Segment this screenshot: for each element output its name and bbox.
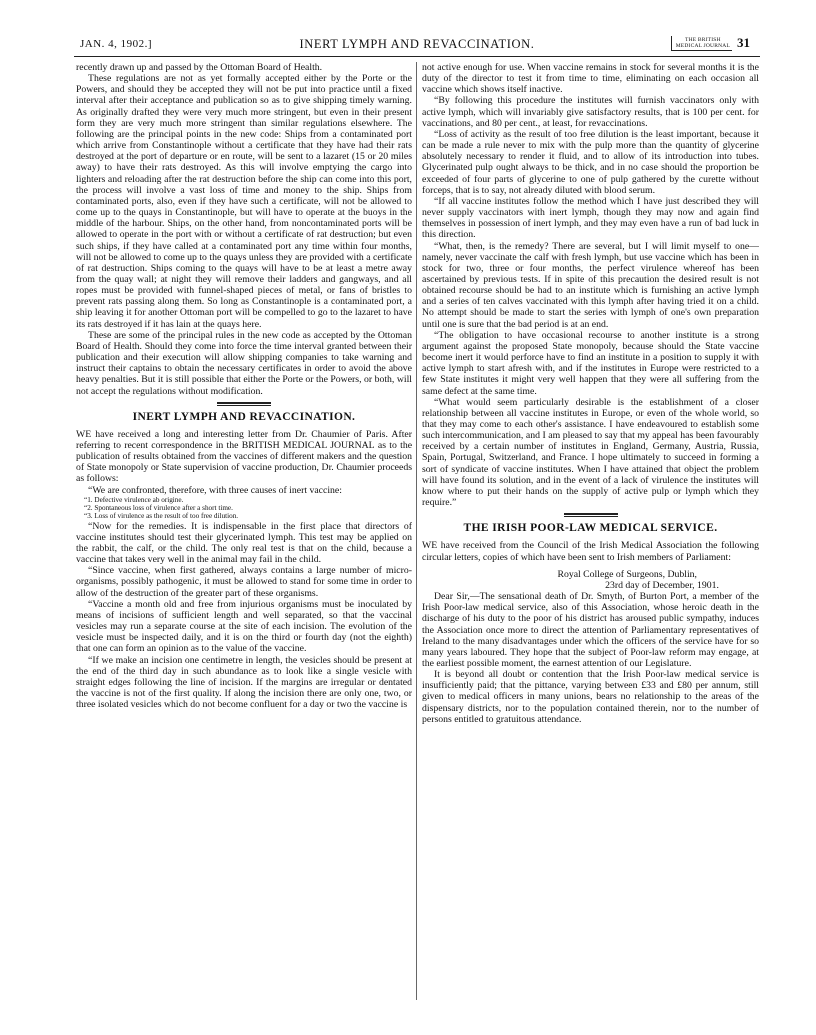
paragraph: These regulations are not as yet formally accepted either by the Porte or the Powers, and should they be accepted they will not be put into practice until a fixed interval after their acceptance and publication so as to give shipping timely warning. As originally drafted they were very much more stringent, but even in their present form they are very much more stringent than similar regulations elsewhere. The following are the principal points in the new code: Ships from a contaminated port which arrive from Constantinople without a certificate that they have had their rats destroyed at the port of departure or en route, will be sent to a lazaret (15 or 20 miles away) to have their rats destroyed. As this will involve emptying the cargo into lighters and reloading after the rat destruction before the ship can come into this port, the process will involve a vast loss of time and money to the ship. Ships from contaminated ports, also, even if they have such a certificate, will not be allowed to come up to the quays in Constantinople, but will have to operate at the buoys in the middle of the harbour. Ships, on the other hand, from noncontaminated ports will be allowed to operate in the port with or without a certificate of rat destruction; but even such ships, if they have called at a contaminated port any time within four months, will not be allowed to come up to the quays unless they are provided with a certificate of rat destruction. Ships coming to the quays will have to be at least a metre away from the quay wall; at night they will remove their ladders and gangways, and all ropes must be provided with funnel-shaped pieces of metal, or fans of bristles to prevent rats passing along them. So long as Constantinople is a contaminated port, a ship leaving it for another Ottoman port will be compelled to go to the lazaret to have its rats destroyed if it has lain at the quays here. xyxy=(76,73,412,330)
paragraph: “Vaccine a month old and free from injurious organisms must be inoculated by means of incisions of sufficient length and well separated, so that the vaccinal vesicles may run a separate course at the site of each incision. The evolution of the vesicle must be inspected daily, and it is on the third or fourth day (not the eighth) that one can form an opinion as to the value of the vaccine. xyxy=(76,598,412,655)
section-divider xyxy=(217,402,271,406)
section-heading-irish-poor-law: THE IRISH POOR-LAW MEDICAL SERVICE. xyxy=(463,522,718,535)
paragraph: Dear Sir,—The sensational death of Dr. Smyth, of Burton Port, a member of the Irish Poor-law medical service, also of this Association, whose heroic death in the discharge of his duty to the poor of his district has aroused public sympathy, induces the Association once more to direct the attention of Parliamentary representatives of Ireland to the many disadvantages under which the officers of the service have for so many years laboured. They hope that the subject of Poor-law reform may engage, at the earliest possible moment, the earnest attention of our Legislature. xyxy=(422,591,759,669)
issue-date: JAN. 4, 1902.] xyxy=(80,38,153,50)
journal-name-line2: MEDICAL JOURNAL xyxy=(675,42,730,49)
lead-word: WE xyxy=(422,540,438,552)
list-item: “1. Defective virulence ab origine. xyxy=(84,495,184,504)
journal-reference: BRITISH MEDICAL JOURNAL xyxy=(241,440,375,451)
journal-page xyxy=(74,34,760,1030)
paragraph: “What, then, is the remedy? There are several, but I will limit myself to one—namely, never vaccinate the calf with fresh lymph, but use vaccine which has been in stock for two, three or four months, the perfect virulence whereof has been ascertained by previous tests. If in spite of this precaution the desired result is not obtained recourse should be had to an institute which is furnishing an active lymph and a series of ten calves vaccinated with this lymph after having tried it on a child. No attempt should be made to start the series with lymph of one's own preparation until one is sure that the bad period is at an end. xyxy=(422,240,759,330)
paragraph: “Since vaccine, when first gathered, always contains a large number of micro-organisms, possibly pathogenic, it must be allowed to stand for some time in order to allow of the destruction of the greater part of these organisms. xyxy=(76,565,412,599)
paragraph xyxy=(422,540,759,562)
paragraph: not active enough for use. When vaccine remains in stock for several months it is the duty of the director to test it from time to time, eliminating on each occasion all vaccine which shows itself inactive. xyxy=(422,62,759,96)
list-item: “2. Spontaneous loss of virulence after a short time. xyxy=(84,504,233,513)
page-number: 31 xyxy=(737,35,750,50)
paragraph: “Now for the remedies. It is indispensable in the first place that directors of vaccine institutes should test their glycerinated lymph. This test may be applied on the rabbit, the calf, or the child. The only real test is that on the child, because a vaccine that takes very well in the animal may fail in the child. xyxy=(76,520,412,566)
right-column xyxy=(422,62,759,1030)
paragraph: “We are confronted, therefore, with three causes of inert vaccine: xyxy=(88,484,342,496)
text-columns xyxy=(74,62,760,1030)
paragraph-text: as to the publication of results obtained from the vaccines of different makers and the question of State monopoly or State supervision of vaccine production, Dr. Chaumier proceeds as follows: xyxy=(76,440,412,485)
paragraph: It is beyond all doubt or contention that the Irish Poor-law medical service is insufficiently paid; that the pittance, varying between £33 and £80 per annum, still given to medical officers in many unions, bears no relationship to the areas of the dispensary districts, nor to the population contained therein, nor to the number of persons entitled to gratuitous attendance. xyxy=(422,669,759,725)
list-item: “3. Loss of virulence as the result of too free dilution. xyxy=(84,512,239,521)
paragraph xyxy=(76,429,412,485)
journal-name xyxy=(671,36,732,51)
page-header xyxy=(74,34,760,57)
paragraph: “If all vaccine institutes follow the method which I have just described they will never supply vaccinators with inert lymph, though they may now and again find themselves in possession of inert lymph, and they may even have a run of bad luck in this direction. xyxy=(422,195,759,241)
paragraph-text: have received from the Council of the Irish Medical Association the following circular letters, copies of which have been sent to Irish members of Parliament: xyxy=(422,540,759,563)
column-rule xyxy=(416,62,417,1000)
paragraph-text: have received a long and interesting letter from Dr. Chaumier of Paris. After referring to recent correspondence in the xyxy=(76,428,412,451)
paragraph: recently drawn up and passed by the Ottoman Board of Health. xyxy=(76,62,323,73)
section-divider xyxy=(564,513,618,517)
running-title: INERT LYMPH AND REVACCINATION. xyxy=(299,37,535,51)
paragraph: “What would seem particularly desirable is the establishment of a closer relationship between all vaccine institutes in Europe, or even of the whole world, so that they may come to each other's assistance. I have endeavoured to establish some such intercommunication, and I am pleased to say that my appeal has been favourably received by a certain number of institutes in England, Germany, Austria, Russia, Spain, Portugal, Switzerland, and France. I hope ultimately to succeed in forming a sort of syndicate of vaccine institutes. When I have attained that object the problem will have found its solution, and in the event of a lack of virulence the institutes will know where to put their hands on the supply of active pulp or lymph which they require.” xyxy=(422,396,759,509)
letter-date: 23rd day of December, 1901. xyxy=(605,579,719,591)
paragraph: “Loss of activity as the result of too free dilution is the least important, because it can be made a rule never to mix with the pulp more than the quantity of glycerine absolutely necessary to render it fluid, and to allow of its introduction into tubes. Glycerinated pulp ought always to be thick, and in no case should the proportion be exceeded of four parts of glycerine to one of pulp gathered by the curette without forceps, that is to say, not already diluted with blood serum. xyxy=(422,128,759,196)
journal-mark xyxy=(671,35,750,51)
paragraph: “If we make an incision one centimetre in length, the vesicles should be present at the end of the third day in such abundance as to look like a single vesicle with straight edges following the line of incision. If the margins are irregular or dentated the vaccine is not of the first quality. If along the incision there are only one, two, or three isolated vesicles which do not become confluent for a day or two the vaccine is xyxy=(76,654,412,711)
paragraph: “The obligation to have occasional recourse to another institute is a strong argument against the proposed State monopoly, because should the State vaccine become inert it would perforce have to find an institute in a position to supply it with active lymph to start afresh with, and if the institutes in Europe were restricted to a few State institutes it might very well happen that they were all suffering from the same defect at the same time. xyxy=(422,329,759,397)
journal-name-line1: THE BRITISH xyxy=(685,36,721,43)
lead-word: WE xyxy=(76,428,92,440)
section-heading-inert-lymph: INERT LYMPH AND REVACCINATION. xyxy=(132,410,356,423)
left-column xyxy=(76,62,412,1030)
paragraph: These are some of the principal rules in the new code as accepted by the Ottoman Board of Health. Should they come into force the time interval granted between their publication and their execution will allow shipping companies to take warning and instruct their captains to obtain the necessary certificates in order to avoid the above heavy penalties. But it is still possible that either the Porte or the Powers, or both, will not accept the regulations without modification. xyxy=(76,329,412,397)
letter-address: Royal College of Surgeons, Dublin, xyxy=(557,568,697,580)
paragraph: “By following this procedure the institutes will furnish vaccinators only with active lymph, which will invariably give satisfactory results, that is 100 per cent. for vaccinations, and 80 per cent., at least, for revaccinations. xyxy=(422,95,759,129)
